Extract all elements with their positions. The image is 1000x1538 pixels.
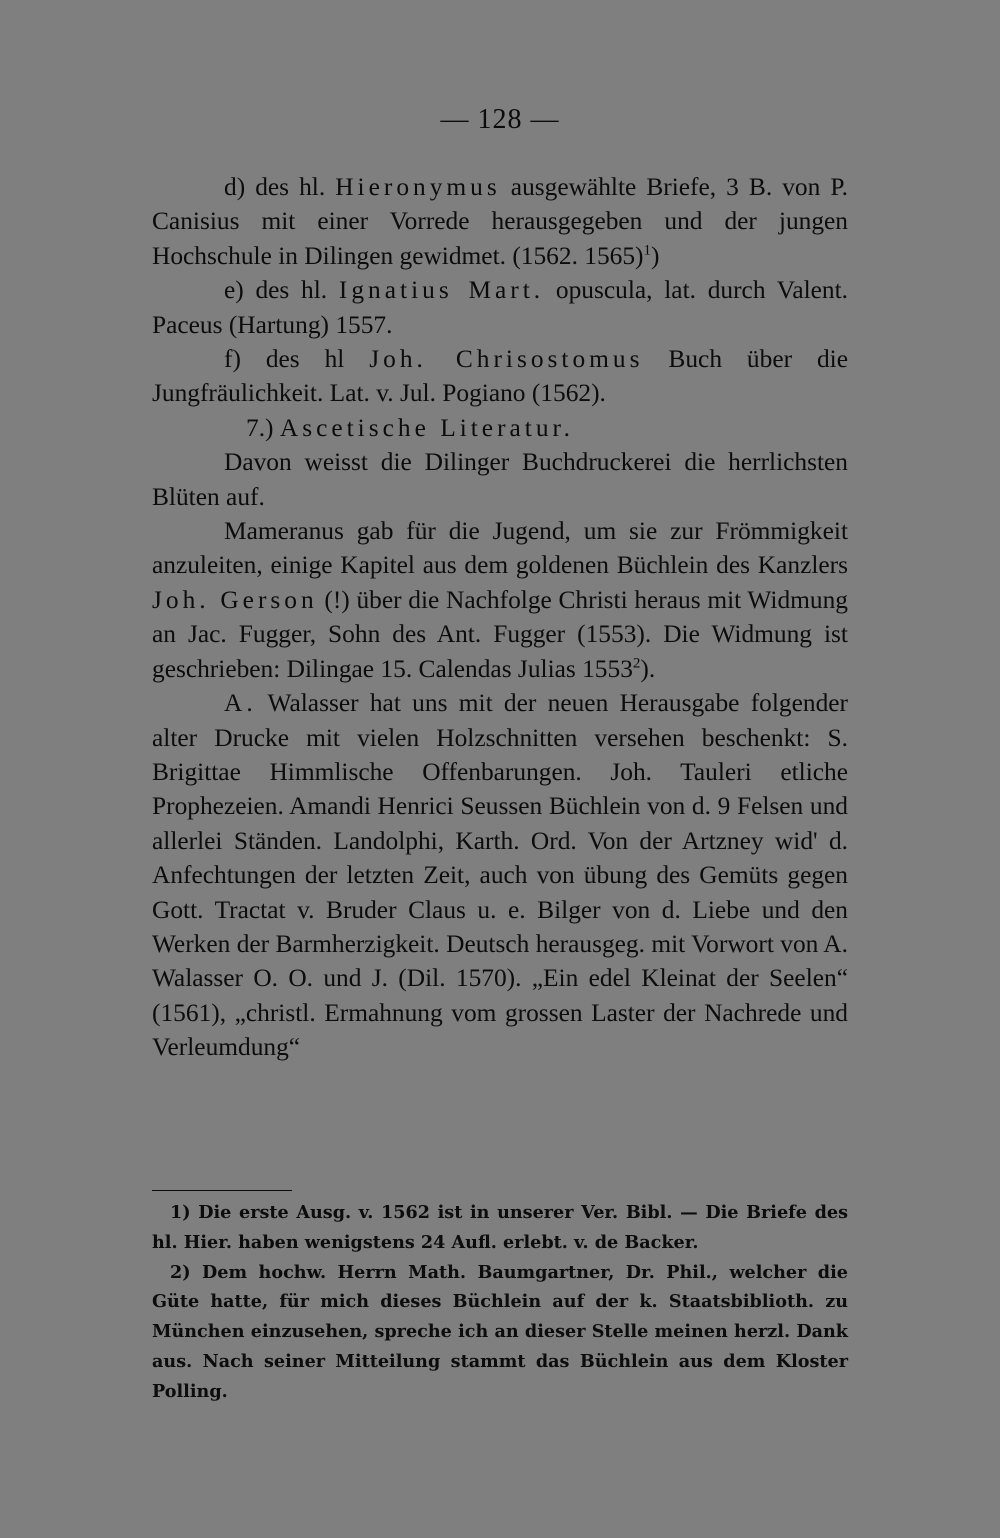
footnote-mark: 1) — [170, 1202, 191, 1223]
footnote-text: Dem hochw. Herrn Math. Baumgartner, Dr. Phil., welcher die Güte hatte, für mich dieses Büchlein auf der k. Staatsbiblioth. zu München einzusehen, spreche ich an dieser Stelle meinen herzl. Dank aus. Nach seiner Mitteilung stammt das Büchlein — [152, 1261, 848, 1372]
person-name: Joh. Chrisostomus — [369, 345, 644, 374]
paragraph-text: ausgewählte Briefe, 3 B. von P. Canisius mit einer Vorrede herausgegeben und der jungen Hochschule in Dilingen gewidmet. (1562. 1565) — [152, 173, 848, 270]
footnote-text: Die erste Ausg. v. 1562 ist in unserer Ver. Bibl. — Die Briefe des hl. Hier. haben wenigstens 24 Aufl. erlebt. v. de Backer. — [152, 1202, 848, 1253]
paragraph-text: opuscula, lat. durch Valent. Paceus (Hartung) 1557. — [152, 276, 849, 339]
item-label: e) des hl. — [224, 276, 328, 305]
paragraph-e — [152, 273, 848, 342]
section-title: Ascetische Literatur. — [279, 413, 574, 442]
paragraph-2 — [152, 514, 848, 686]
main-text — [152, 170, 848, 1065]
paragraph-d — [152, 170, 848, 273]
person-name: Hieronymus — [335, 173, 501, 201]
footnote-ref: 2 — [632, 655, 641, 672]
page-number: — 128 — — [440, 104, 560, 135]
section-heading — [152, 411, 848, 445]
paragraph-1: Davon weisst die Dilinger Buchdruckerei die herrlichsten Blüten auf. — [152, 448, 848, 511]
footnote-divider — [152, 1190, 292, 1191]
item-label: f) des hl — [224, 345, 345, 374]
footnote-2 — [152, 1258, 848, 1407]
footnote-mark: 2) — [170, 1261, 191, 1283]
paragraph-text: (!) über die Nachfolge Christi heraus mit Widmung an Jac. Fugger, Sohn des Ant. Fugger (1553). Die Widmung ist geschrieben: Dilingae 15. Calendas Julias 1553 — [152, 585, 848, 683]
footnote-1 — [152, 1198, 848, 1258]
footnote-ref: 1 — [643, 242, 651, 259]
paragraph-3 — [152, 686, 848, 1064]
person-name: Ignatius Mart. — [338, 276, 545, 305]
paragraph-end: ) — [651, 241, 660, 270]
item-label: d) des hl. — [224, 173, 326, 201]
paragraph-text: Mameranus gab für die Jugend, um sie zur Frömmigkeit anzuleiten, einige Kapitel aus dem goldenen Büchlein des Kanzlers — [152, 517, 848, 580]
paragraph-f — [152, 342, 848, 411]
footnote-text-end: aus dem Kloster Polling. — [152, 1350, 848, 1402]
paragraph-text: Walasser hat uns mit der neuen Herausgabe folgender alter Drucke mit vielen Holzschnitten versehen beschenkt: S. Brigittae Himmlische Offenbarungen. Joh. Tauleri etliche Prophezeien. Amandi Henrici Seussen Büchlein von d. 9 Felsen und allerlei Ständen. Landolphi, Karth. Ord. Von der Artzney wid' d. Anfechtungen der letzten Zeit, auch von übung des Gemüts gegen Gott. Tractat v. Bruder Claus u. e. Bilger von d. Liebe und den Werken der Barmherzigkeit. Deutsch herausgeg. mit Vorwort von A. Walasser O. O. und J. (Dil. 1570). „Ein edel Kleinat der Seelen“ (1561), „christl. Ermahnung vom grossen Laster der Nachrede und Verleumdung“ — [152, 689, 849, 1062]
initial: A. — [224, 689, 257, 718]
section-number: 7.) — [246, 413, 274, 442]
paragraph-end: ). — [640, 654, 656, 683]
footnotes — [152, 1198, 848, 1407]
paragraph-text: Buch über die Jungfräulichkeit. Lat. v. Jul. Pogiano (1562). — [152, 345, 848, 408]
person-name: Joh. Gerson — [152, 585, 318, 614]
